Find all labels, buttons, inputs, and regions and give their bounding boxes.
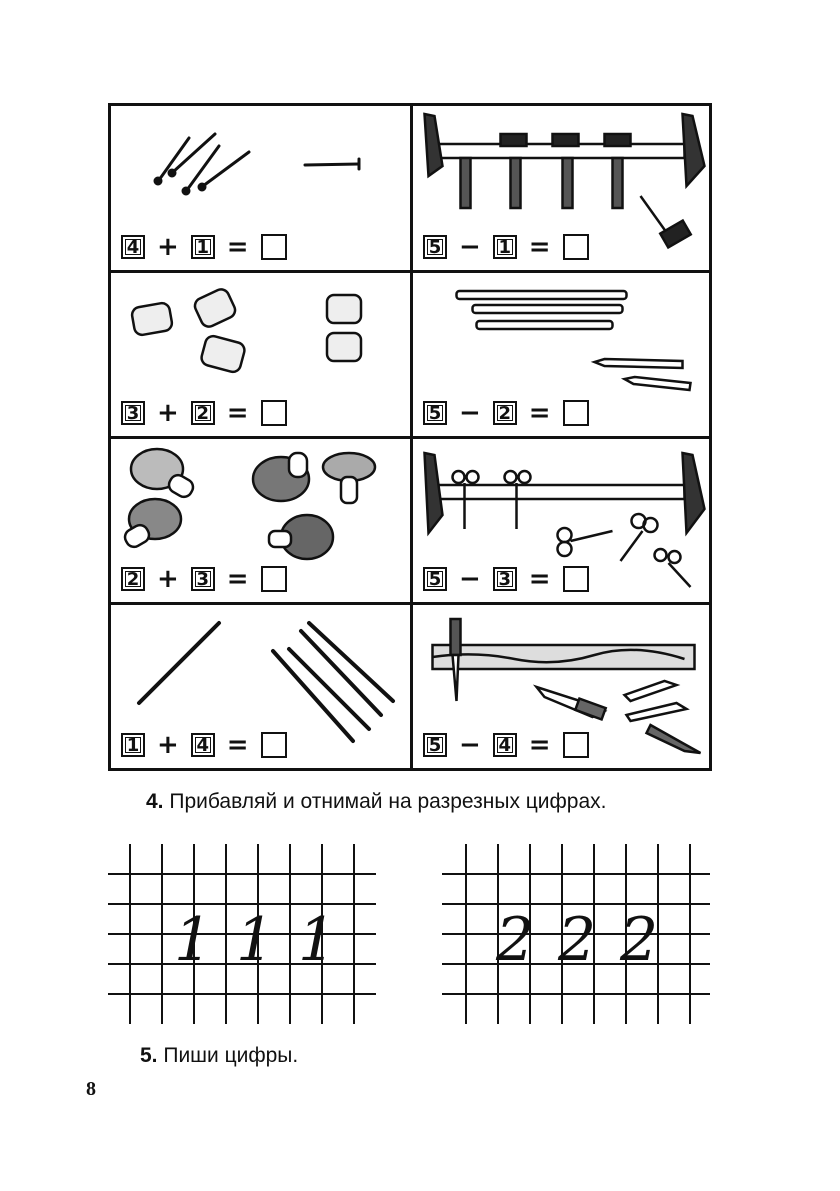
answer-box[interactable] (261, 234, 287, 260)
exercise-cell-3 (111, 273, 410, 436)
digit-card-a: 3 (121, 401, 145, 425)
equation-2 (423, 232, 589, 262)
task-text: Прибавляй и отнимай на разрезных цифрах. (169, 790, 607, 813)
digit-2-sample: 2 (620, 905, 659, 975)
exercise-cell-8 (413, 605, 709, 768)
answer-box[interactable] (563, 732, 589, 758)
exercise-table (108, 103, 712, 771)
operator: − (459, 398, 481, 428)
page-number: 8 (86, 1078, 96, 1100)
equals-sign: = (528, 564, 551, 594)
digit-card-b: 3 (191, 567, 215, 591)
digit-card-b: 2 (493, 401, 517, 425)
digit-card-a: 2 (121, 567, 145, 591)
digit-card-a: 5 (423, 401, 447, 425)
copybook-grid-twos (442, 842, 714, 1026)
digit-1-sample: 1 (174, 905, 213, 975)
digit-2-sample: 2 (558, 905, 597, 975)
answer-box[interactable] (261, 566, 287, 592)
task-5-instruction (140, 1044, 298, 1068)
equals-sign: = (528, 232, 551, 262)
exercise-cell-6 (413, 439, 709, 602)
equation-3 (121, 398, 287, 428)
equation-8 (423, 730, 589, 760)
digit-1-sample: 1 (236, 905, 275, 975)
equals-sign: = (226, 398, 249, 428)
digit-card-a: 1 (121, 733, 145, 757)
digit-card-a: 4 (121, 235, 145, 259)
task-4-instruction (146, 790, 607, 814)
answer-box[interactable] (563, 234, 589, 260)
digit-card-b: 2 (191, 401, 215, 425)
digit-card-b: 1 (493, 235, 517, 259)
answer-box[interactable] (261, 732, 287, 758)
operator: + (157, 398, 179, 428)
digit-card-b: 4 (493, 733, 517, 757)
digit-card-a: 5 (423, 733, 447, 757)
exercise-cell-7 (111, 605, 410, 768)
equation-1 (121, 232, 287, 262)
operator: + (157, 232, 179, 262)
digit-card-a: 5 (423, 567, 447, 591)
operator: − (459, 730, 481, 760)
exercise-cell-2 (413, 106, 709, 270)
equals-sign: = (226, 232, 249, 262)
answer-box[interactable] (563, 400, 589, 426)
equation-5 (121, 564, 287, 594)
digit-card-b: 3 (493, 567, 517, 591)
equals-sign: = (528, 730, 551, 760)
digit-1-sample: 1 (298, 905, 337, 975)
task-number: 5. (140, 1044, 158, 1067)
operator: − (459, 232, 481, 262)
answer-box[interactable] (563, 566, 589, 592)
equals-sign: = (528, 398, 551, 428)
exercise-cell-1 (111, 106, 410, 270)
digit-card-a: 5 (423, 235, 447, 259)
equation-6 (423, 564, 589, 594)
exercise-cell-4 (413, 273, 709, 436)
equals-sign: = (226, 730, 249, 760)
answer-box[interactable] (261, 400, 287, 426)
task-text: Пиши цифры. (163, 1044, 299, 1067)
operator: + (157, 730, 179, 760)
copybook-grid-ones (108, 842, 380, 1026)
equation-4 (423, 398, 589, 428)
operator: + (157, 564, 179, 594)
exercise-cell-5 (111, 439, 410, 602)
equals-sign: = (226, 564, 249, 594)
equation-7 (121, 730, 287, 760)
digit-card-b: 4 (191, 733, 215, 757)
digit-2-sample: 2 (496, 905, 535, 975)
operator: − (459, 564, 481, 594)
task-number: 4. (146, 790, 164, 813)
digit-card-b: 1 (191, 235, 215, 259)
